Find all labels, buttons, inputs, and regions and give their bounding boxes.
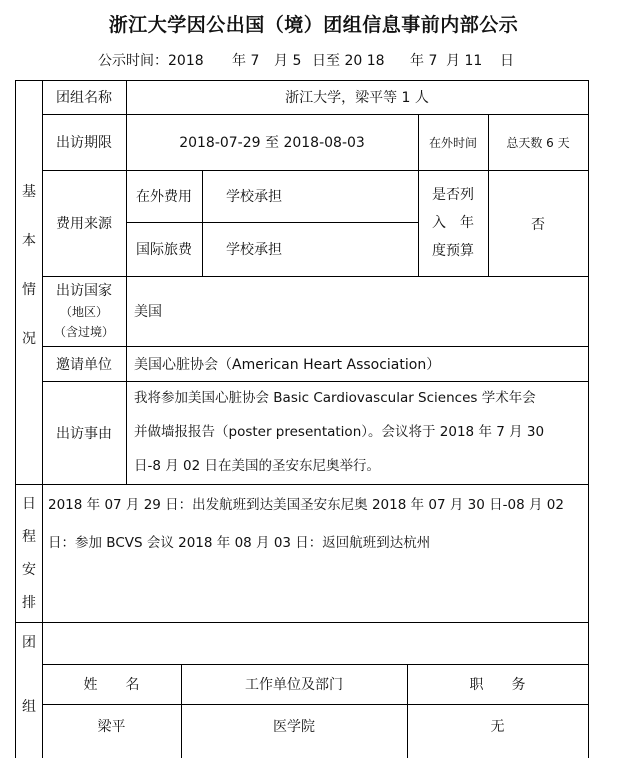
schedule-text: 2018 年 07 月 29 日：出发航班到达美国圣安东尼奥 2018 年 07 月 30 日-08 月 02 日：参加 BCVS 会议 2018 年 08 月 03 日：返回航班到达杭州 bbox=[48, 497, 564, 551]
intl-travel-value: 学校承担 bbox=[226, 242, 282, 258]
notice-to-day: 月 11 bbox=[446, 53, 483, 69]
notice-separator: 日至 20 18 bbox=[312, 53, 385, 69]
inviter-label: 邀请单位 bbox=[56, 356, 112, 373]
member-row-title: 无 bbox=[490, 719, 505, 735]
section-schedule-label: 日 程 安 排 bbox=[22, 496, 36, 611]
reason-text: 我将参加美国心脏协会 Basic Cardiovascular Sciences 学术年会 并做墙报报告（poster presentation）。会议将于 2018 年 7 月 30 日-8 月 02 日在美国的圣安东尼奥举行。 bbox=[134, 390, 545, 474]
section-members-label: 团 组 bbox=[22, 635, 36, 715]
abroad-time-label: 在外时间 bbox=[428, 135, 477, 150]
group-name-value: 浙江大学，梁平等 1 人 bbox=[285, 90, 429, 106]
country-label: 出访国家 （地区） （含过境） bbox=[53, 283, 114, 339]
section-basic-label: 基 本 情 况 bbox=[22, 184, 36, 347]
member-header-dept: 工作单位及部门 bbox=[245, 677, 343, 693]
member-row-dept: 医学院 bbox=[273, 719, 315, 735]
abroad-cost-value: 学校承担 bbox=[226, 189, 282, 205]
notice-from-day: 月 5 bbox=[274, 53, 302, 69]
notice-date-line bbox=[0, 50, 627, 70]
reason-label: 出访事由 bbox=[56, 425, 112, 442]
period-label: 出访期限 bbox=[56, 135, 112, 151]
total-days-value: 总天数 6 天 bbox=[506, 135, 570, 150]
member-row-name: 梁平 bbox=[97, 719, 126, 735]
notice-label: 公示时间：2018 bbox=[98, 53, 204, 69]
abroad-cost-label: 在外费用 bbox=[136, 189, 192, 205]
inviter-value: 美国心脏协会（American Heart Association） bbox=[134, 356, 441, 373]
period-value: 2018-07-29 至 2018-08-03 bbox=[179, 135, 365, 151]
notice-end: 日 bbox=[500, 53, 514, 69]
budget-value: 否 bbox=[531, 217, 545, 233]
intl-travel-label: 国际旅费 bbox=[136, 242, 192, 258]
notice-to-month: 年 7 bbox=[410, 53, 438, 69]
funding-label: 费用来源 bbox=[56, 216, 112, 232]
page-title: 浙江大学因公出国（境）团组信息事前内部公示 bbox=[108, 14, 519, 36]
member-header-title: 职 务 bbox=[469, 677, 526, 693]
member-header-name: 姓 名 bbox=[83, 677, 140, 693]
group-name-label: 团组名称 bbox=[56, 90, 112, 106]
budget-label: 是否列 入 年 度预算 bbox=[432, 187, 474, 259]
country-value: 美国 bbox=[134, 304, 162, 320]
notice-from-month: 年 7 bbox=[232, 53, 260, 69]
